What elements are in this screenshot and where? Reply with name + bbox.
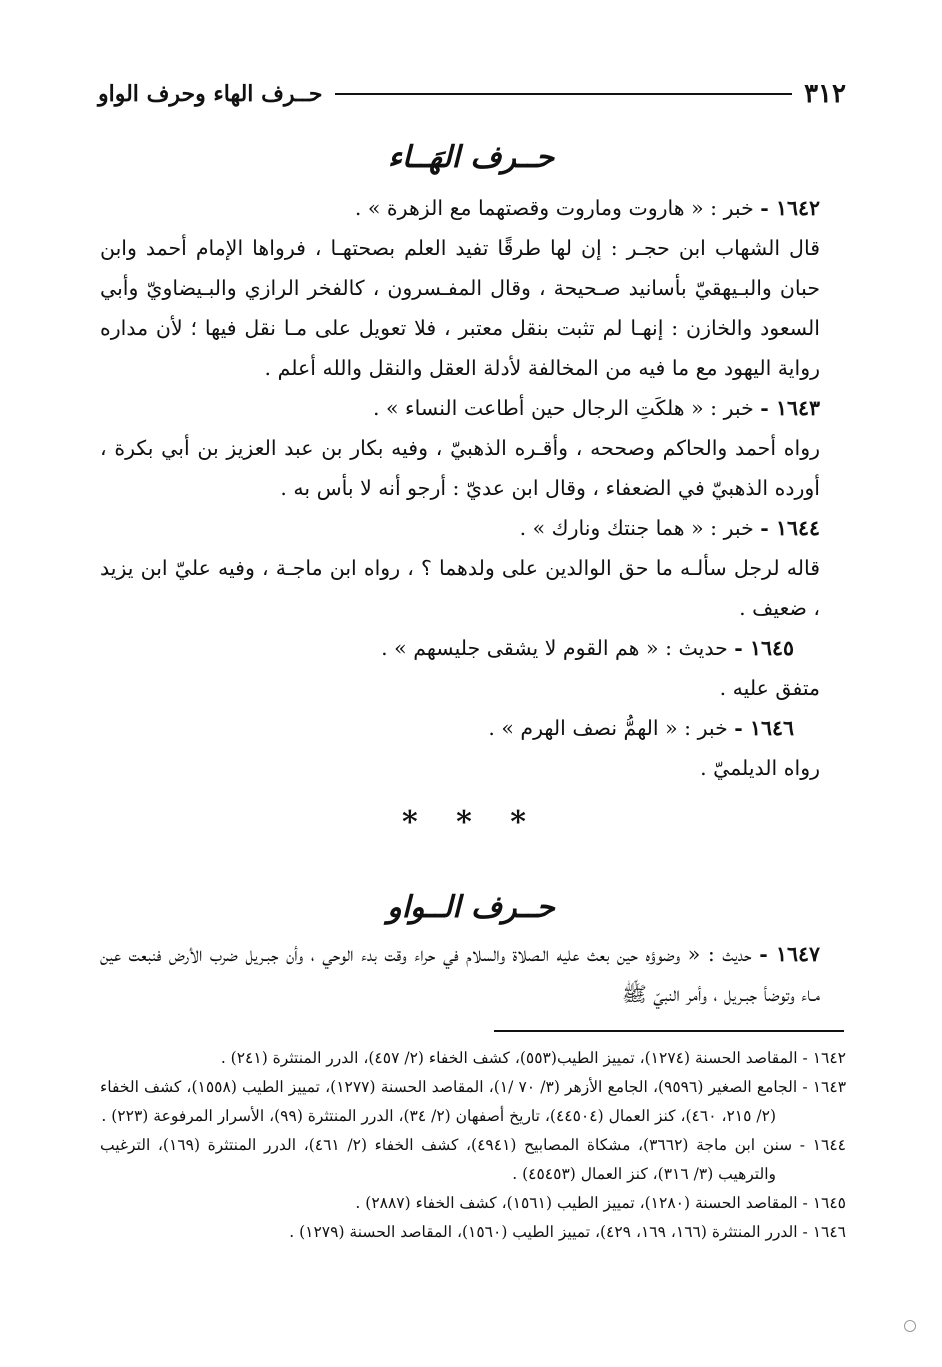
- entry-text: خبر : « الهمُّ نصف الهرم » .: [488, 716, 728, 740]
- header-rule: [335, 93, 793, 95]
- entry-number: ١٦٤٦ -: [734, 716, 794, 740]
- page-number: ٣١٢: [804, 79, 846, 109]
- entry-text: خبر : « هلكَتِ الرجال حين أطاعت النساء » .: [372, 396, 754, 420]
- footnote-rule: [494, 1030, 844, 1032]
- section-separator: * * *: [402, 805, 540, 840]
- entry-text: خبر : « هاروت وماروت وقصتهما مع الزهرة » .: [354, 196, 754, 220]
- commentary-text: قاله لرجل سألـه ما حق الوالدين على ولدهما ؟ ، رواه ابن ماجـة ، وفيه عليّ ابن يزيد ، ضعيف .: [100, 556, 820, 620]
- commentary-1643: [100, 428, 846, 508]
- entry-1645: [100, 628, 846, 668]
- page-header: [98, 74, 846, 114]
- commentary-text: متفق عليه .: [719, 676, 820, 700]
- entry-text: حديث : « هم القوم لا يشقى جليسهم » .: [381, 636, 728, 660]
- entry-number: ١٦٤٧ -: [759, 942, 820, 966]
- footnotes: [100, 1044, 846, 1247]
- footnote-1643: ١٦٤٣ - الجامع الصغير (٩٥٩٦)، الجامع الأزهر (٣/ ٧٠ /١)، المقاصد الحسنة (١٢٧٧)، تمييز الطيب (١٥٥٨)، كشف الخفاء (٢/ ٢١٥، ٤٦٠)، كنز العمال (٤٤٥٠٤)، تاريخ أصفهان (٢/ ٣٤)، الدرر المنتثرة (٩٩)، الأسرار المرفوعة (٢٢٣) .: [100, 1078, 847, 1125]
- section-heading-ha: حــرف الهَــاء: [387, 140, 555, 175]
- entry-1643: [100, 388, 846, 428]
- footnote-1645: ١٦٤٥ - المقاصد الحسنة (١٢٨٠)، تمييز الطيب (١٥٦١)، كشف الخفاء (٢٨٨٧) .: [355, 1194, 846, 1212]
- commentary-1646: [100, 748, 846, 788]
- section-heading-waw: حــرف الــواو: [387, 890, 555, 925]
- entry-number: ١٦٤٥ -: [734, 636, 794, 660]
- entry-1647: [100, 934, 846, 1014]
- footnote-1646: ١٦٤٦ - الدرر المنتثرة (١٦٦، ١٦٩، ٤٢٩)، تمييز الطيب (١٥٦٠)، المقاصد الحسنة (١٢٧٩) .: [289, 1223, 846, 1241]
- scan-mark: [904, 1320, 916, 1332]
- entry-1646: [100, 708, 846, 748]
- commentary-1642: [100, 228, 846, 388]
- commentary-text: قال الشهاب ابن حجـر : إن لها طرقًا تفيد العلم بصحتهـا ، فرواها الإمام أحمد وابن حبان والبـيهقيّ بأسانيد صـحيحة ، وقال المفـسرون ، كالفخر الرازي والبـيضاويّ وأبي السعود والخازن : إنهـا لم تثبت بنقل معتبر ، فلا تعويل على مـا نقل فيها ؛ لأن مداره رواية اليهود مع ما فيه من المخالفة لأدلة العقل والنقل والله أعلم .: [100, 236, 820, 380]
- section-body-ha: [100, 188, 846, 788]
- entry-1644: [100, 508, 846, 548]
- commentary-text: رواه أحمد والحاكم وصححه ، وأقـره الذهبيّ ، وفيه بكار بن عبد العزيز بن أبي بكرة ، أورده الذهبيّ في الضعفاء ، وقال ابن عديّ : أرجو أنه لا بأس به .: [100, 436, 820, 500]
- entry-number: ١٦٤٤ -: [760, 516, 820, 540]
- entry-number: ١٦٤٣ -: [760, 396, 820, 420]
- running-title: حــرف الهاء وحرف الواو: [98, 81, 323, 107]
- entry-text: حديث : « وضوؤه حين بعث عليه الـصلاة والسلام في حراء وقت بدء الوحي ، وأن جبـريل ضرب الأرض فنبعت عين مـاء وتوضأ جبـريل ، وأمر النبيّ ﷺ: [100, 942, 820, 1006]
- commentary-1645: [100, 668, 846, 708]
- entry-number: ١٦٤٢ -: [760, 196, 820, 220]
- commentary-1644: [100, 548, 846, 628]
- entry-1642: [100, 188, 846, 228]
- footnote-1642: ١٦٤٢ - المقاصد الحسنة (١٢٧٤)، تمييز الطيب(٥٥٣)، كشف الخفاء (٢/ ٤٥٧)، الدرر المنتثرة (٢٤١) .: [220, 1049, 846, 1067]
- section-body-waw: [100, 934, 846, 1014]
- entry-text: خبر : « هما جنتك ونارك » .: [519, 516, 754, 540]
- commentary-text: رواه الديلميّ .: [700, 756, 820, 780]
- footnote-1644: ١٦٤٤ - سنن ابن ماجة (٣٦٦٢)، مشكاة المصابيح (٤٩٤١)، كشف الخفاء (٢/ ٤٦١)، الدرر المنتثرة (١٦٩)، الترغيب والترهيب (٣/ ٣١٦)، كنز العمال (٤٥٤٥٣) .: [100, 1136, 846, 1183]
